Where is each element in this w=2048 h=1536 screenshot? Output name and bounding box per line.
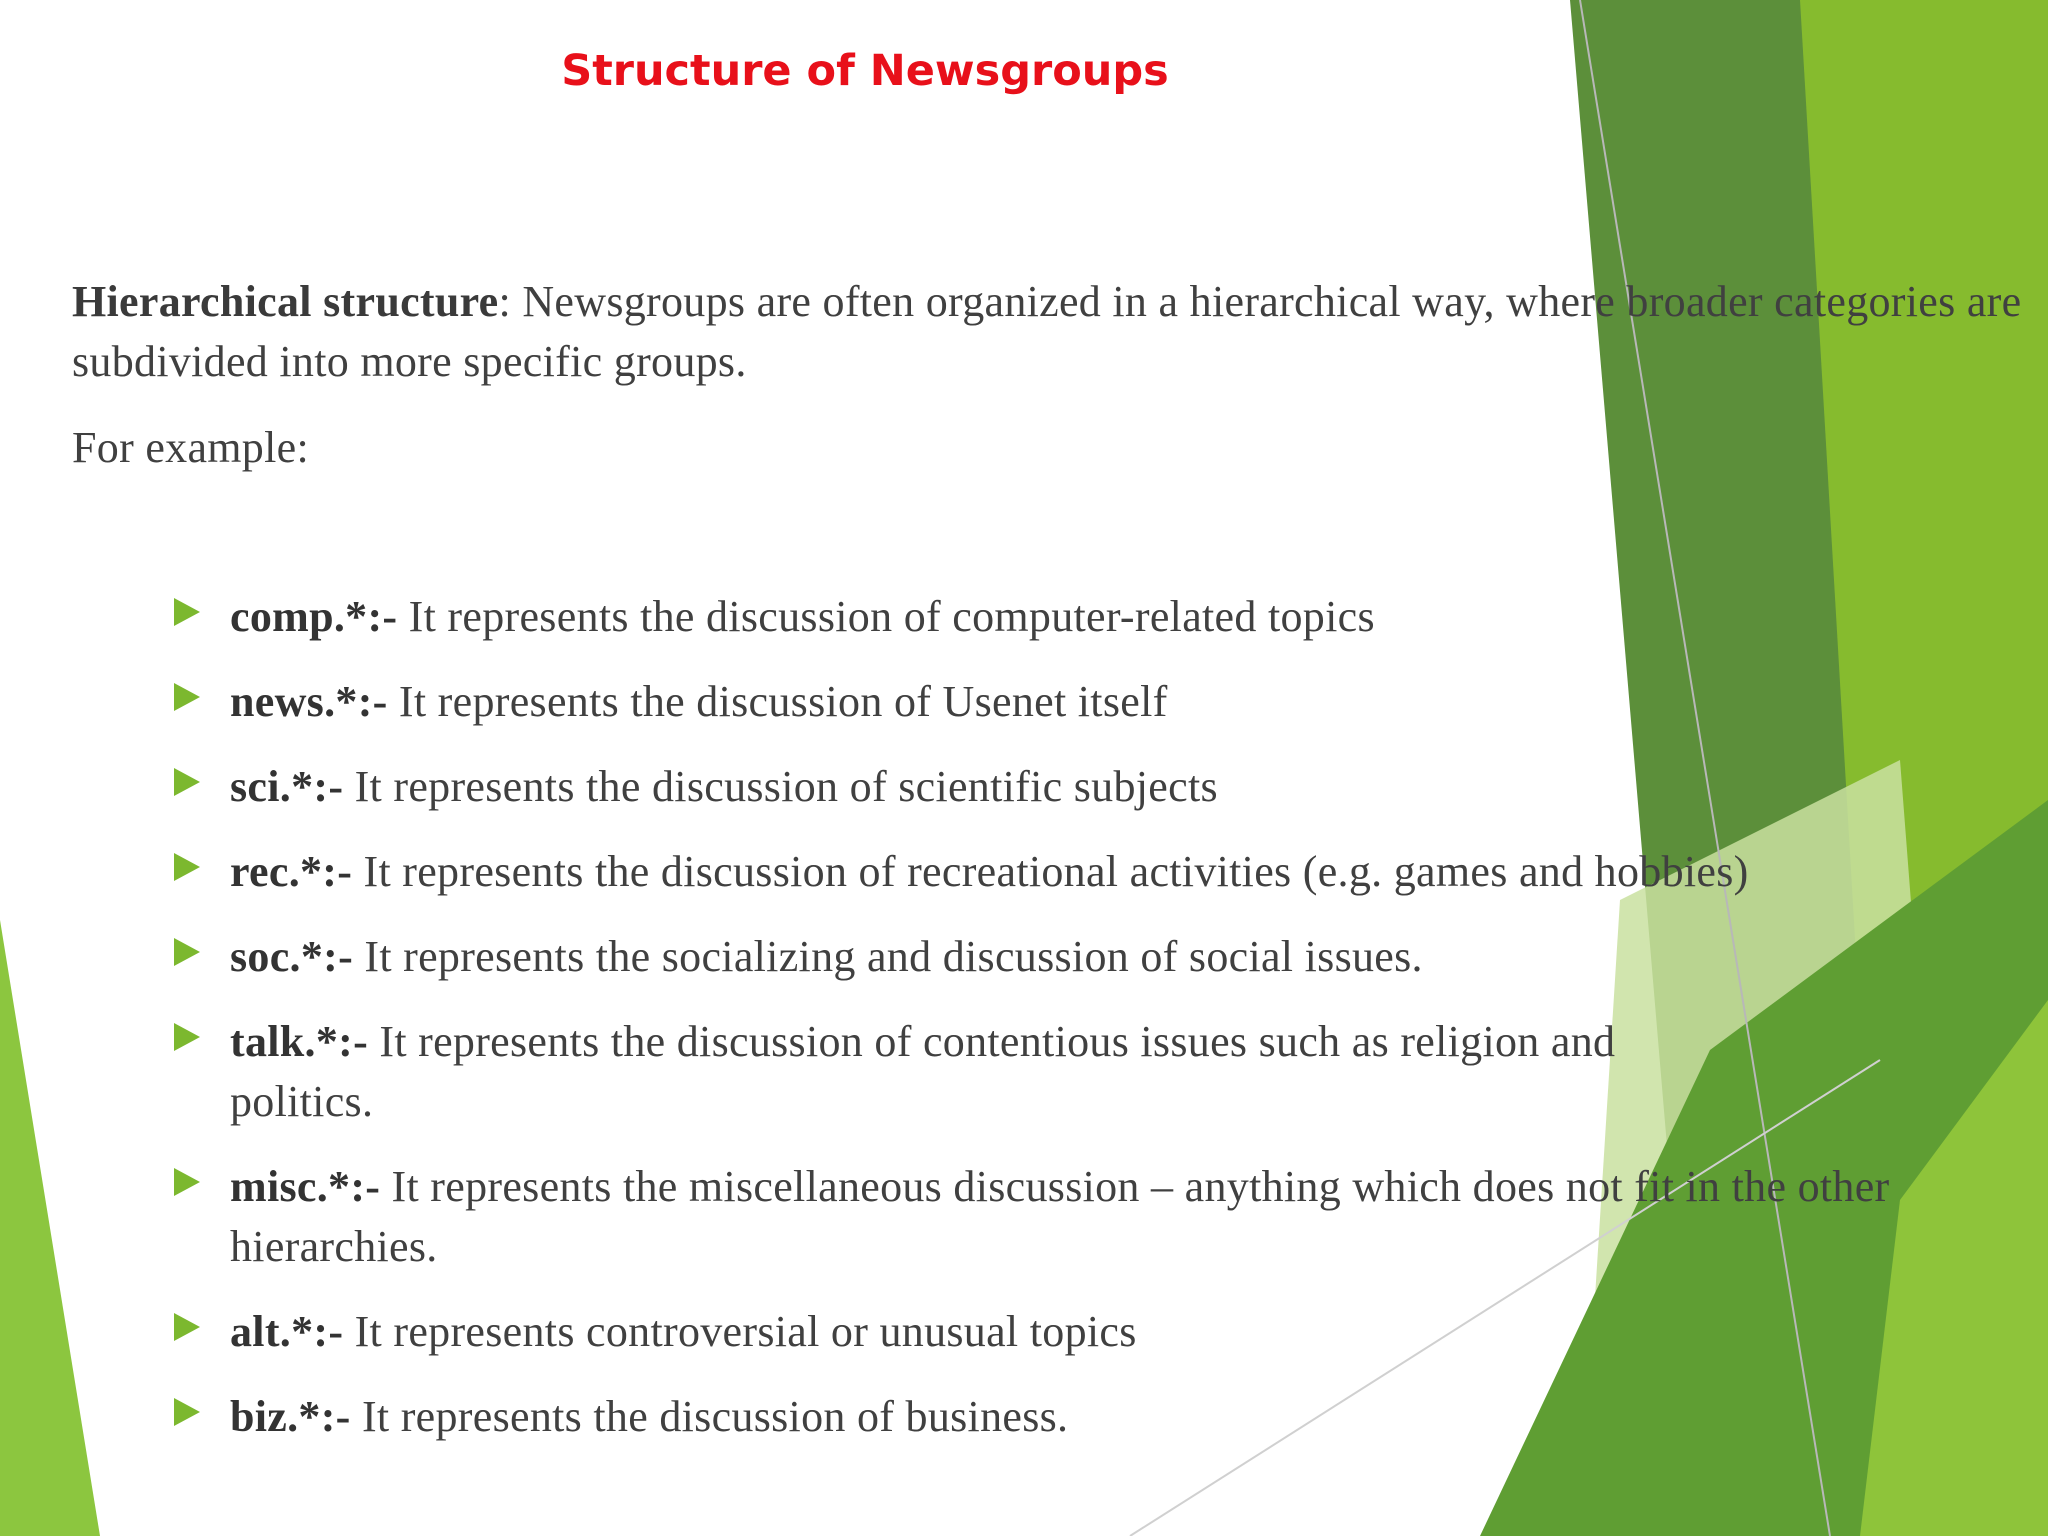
- bullet-text: It represents the discussion of business.: [350, 1392, 1069, 1441]
- bullet-term: alt.*:-: [230, 1307, 344, 1356]
- bullet-arrow-icon: [174, 598, 200, 626]
- bullet-term: sci.*:-: [230, 762, 344, 811]
- bullet-arrow-icon: [174, 1398, 200, 1426]
- list-item-rec: [170, 842, 2020, 902]
- intro-paragraph: [72, 272, 2022, 392]
- list-item-misc: [170, 1157, 2020, 1277]
- bullet-arrow-icon: [174, 1313, 200, 1341]
- bullet-term: comp.*:-: [230, 592, 398, 641]
- bullet-text: It represents the socializing and discussion of social issues.: [353, 932, 1423, 981]
- bullet-text: It represents the miscellaneous discussion – anything which does not fit in the other hierarchies.: [230, 1162, 1890, 1271]
- bullet-text: It represents the discussion of scientific subjects: [343, 762, 1218, 811]
- bullet-term: news.*:-: [230, 677, 388, 726]
- bullet-text: It represents the discussion of recreational activities (e.g. games and hobbies): [352, 847, 1749, 896]
- bullet-arrow-icon: [174, 938, 200, 966]
- left-green-accent: [0, 920, 100, 1536]
- bullet-text: It represents the discussion of Usenet itself: [387, 677, 1168, 726]
- bullet-arrow-icon: [174, 683, 200, 711]
- bullet-arrow-icon: [174, 1168, 200, 1196]
- bullet-term: rec.*:-: [230, 847, 353, 896]
- slide-title: Structure of Newsgroups: [561, 46, 1169, 96]
- bullet-text: It represents controversial or unusual topics: [343, 1307, 1137, 1356]
- bullet-term: talk.*:-: [230, 1017, 369, 1066]
- bullet-arrow-icon: [174, 853, 200, 881]
- bullet-arrow-icon: [174, 1023, 200, 1051]
- intro-text: : Newsgroups are often organized in a hierarchical way, where broader categories are subdivided into more specific groups.: [72, 277, 2022, 386]
- list-item-comp: [170, 587, 2020, 647]
- bullet-arrow-icon: [174, 768, 200, 796]
- bullet-text: It represents the discussion of contentious issues such as religion and politics.: [230, 1017, 1616, 1126]
- list-item-alt: [170, 1302, 2020, 1362]
- bullet-term: misc.*:-: [230, 1162, 381, 1211]
- example-label: For example:: [72, 423, 309, 472]
- list-item-talk: [170, 1012, 2020, 1132]
- list-item-biz: [170, 1387, 2020, 1447]
- bullet-text: It represents the discussion of computer-related topics: [397, 592, 1375, 641]
- list-item-soc: [170, 927, 2020, 987]
- list-item-news: [170, 672, 2020, 732]
- newsgroup-bullet-list: [170, 587, 2020, 1472]
- intro-bold-term: Hierarchical structure: [72, 277, 499, 326]
- bullet-term: soc.*:-: [230, 932, 354, 981]
- bullet-term: biz.*:-: [230, 1392, 351, 1441]
- list-item-sci: [170, 757, 2020, 817]
